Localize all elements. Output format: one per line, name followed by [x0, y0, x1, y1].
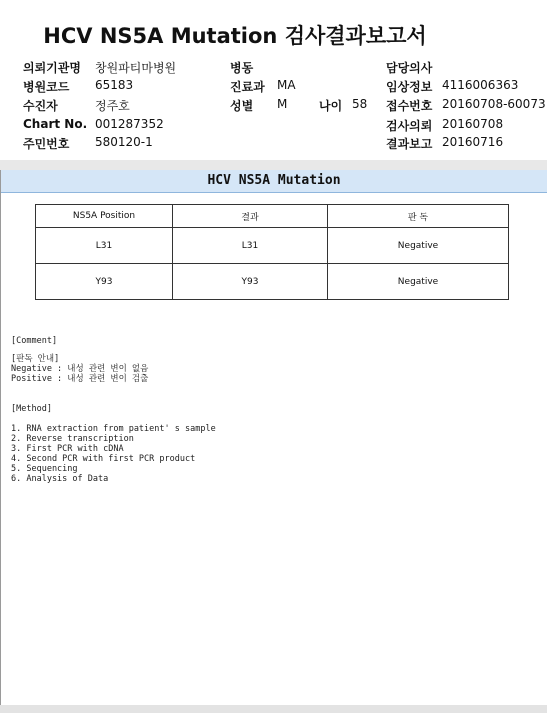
- table-header-row: [36, 205, 509, 228]
- section-banner: HCV NS5A Mutation: [1, 170, 547, 193]
- report-date-label: 결과보고: [386, 137, 433, 151]
- table-cell: Y93: [36, 264, 173, 300]
- method-step: 4. Second PCR with first PCR product: [11, 454, 196, 464]
- receipt-no-label: 접수번호: [386, 99, 433, 113]
- hospital-code-label: 병원코드: [23, 80, 70, 94]
- receipt-no-value: 20160708-60073: [442, 97, 546, 111]
- method-step: 3. First PCR with cDNA: [11, 444, 124, 454]
- method-step: 6. Analysis of Data: [11, 474, 109, 484]
- table-row: [36, 264, 509, 300]
- sex-label: 성별: [230, 99, 254, 113]
- dept-label: 진료과: [230, 80, 265, 94]
- section-divider: [0, 160, 547, 170]
- table-cell: Y93: [173, 264, 328, 300]
- table-header-interpretation: 판 독: [328, 205, 509, 228]
- age-value: 58: [352, 97, 368, 111]
- result-table: [35, 204, 509, 300]
- age-label: 나이: [319, 99, 343, 113]
- method-step: 2. Reverse transcription: [11, 434, 134, 444]
- doctor-label: 담당의사: [386, 61, 433, 75]
- patient-label: 수진자: [23, 99, 58, 113]
- id-number-label: 주민번호: [23, 137, 70, 151]
- chart-no-value: 001287352: [95, 117, 164, 131]
- chart-no-label: Chart No.: [23, 117, 88, 131]
- report-title: HCV NS5A Mutation 검사결과보고서: [43, 24, 427, 48]
- table-row: [36, 228, 509, 264]
- guide-heading: [판독 안내]: [11, 354, 60, 364]
- method-step: 5. Sequencing: [11, 464, 78, 474]
- clinical-info-label: 임상정보: [386, 80, 433, 94]
- request-date-value: 20160708: [442, 117, 504, 131]
- report-date-value: 20160716: [442, 135, 504, 149]
- institution-value: 창원파티마병원: [95, 61, 177, 75]
- table-header-result: 결과: [173, 205, 328, 228]
- id-number-value: 580120-1: [95, 135, 153, 149]
- table-header-position: NS5A Position: [36, 205, 173, 228]
- method-step: 1. RNA extraction from patient' s sample: [11, 424, 216, 434]
- method-heading: [Method]: [11, 404, 52, 414]
- table-cell: Negative: [328, 264, 509, 300]
- ward-label: 병동: [230, 61, 254, 75]
- comment-heading: [Comment]: [11, 336, 58, 346]
- dept-value: MA: [277, 78, 296, 92]
- request-date-label: 검사의뢰: [386, 119, 433, 133]
- patient-value: 정주호: [95, 99, 130, 113]
- report-body: [0, 170, 547, 713]
- table-cell: Negative: [328, 228, 509, 264]
- table-cell: L31: [36, 228, 173, 264]
- sex-value: M: [277, 97, 288, 111]
- guide-line-negative: Negative : 내성 관련 변이 없음: [11, 364, 149, 374]
- table-cell: L31: [173, 228, 328, 264]
- clinical-info-value: 4116006363: [442, 78, 519, 92]
- page-footer-strip: [0, 705, 547, 713]
- institution-label: 의뢰기관명: [23, 61, 81, 75]
- guide-line-positive: Positive : 내성 관련 변이 검출: [11, 374, 149, 384]
- hospital-code-value: 65183: [95, 78, 134, 92]
